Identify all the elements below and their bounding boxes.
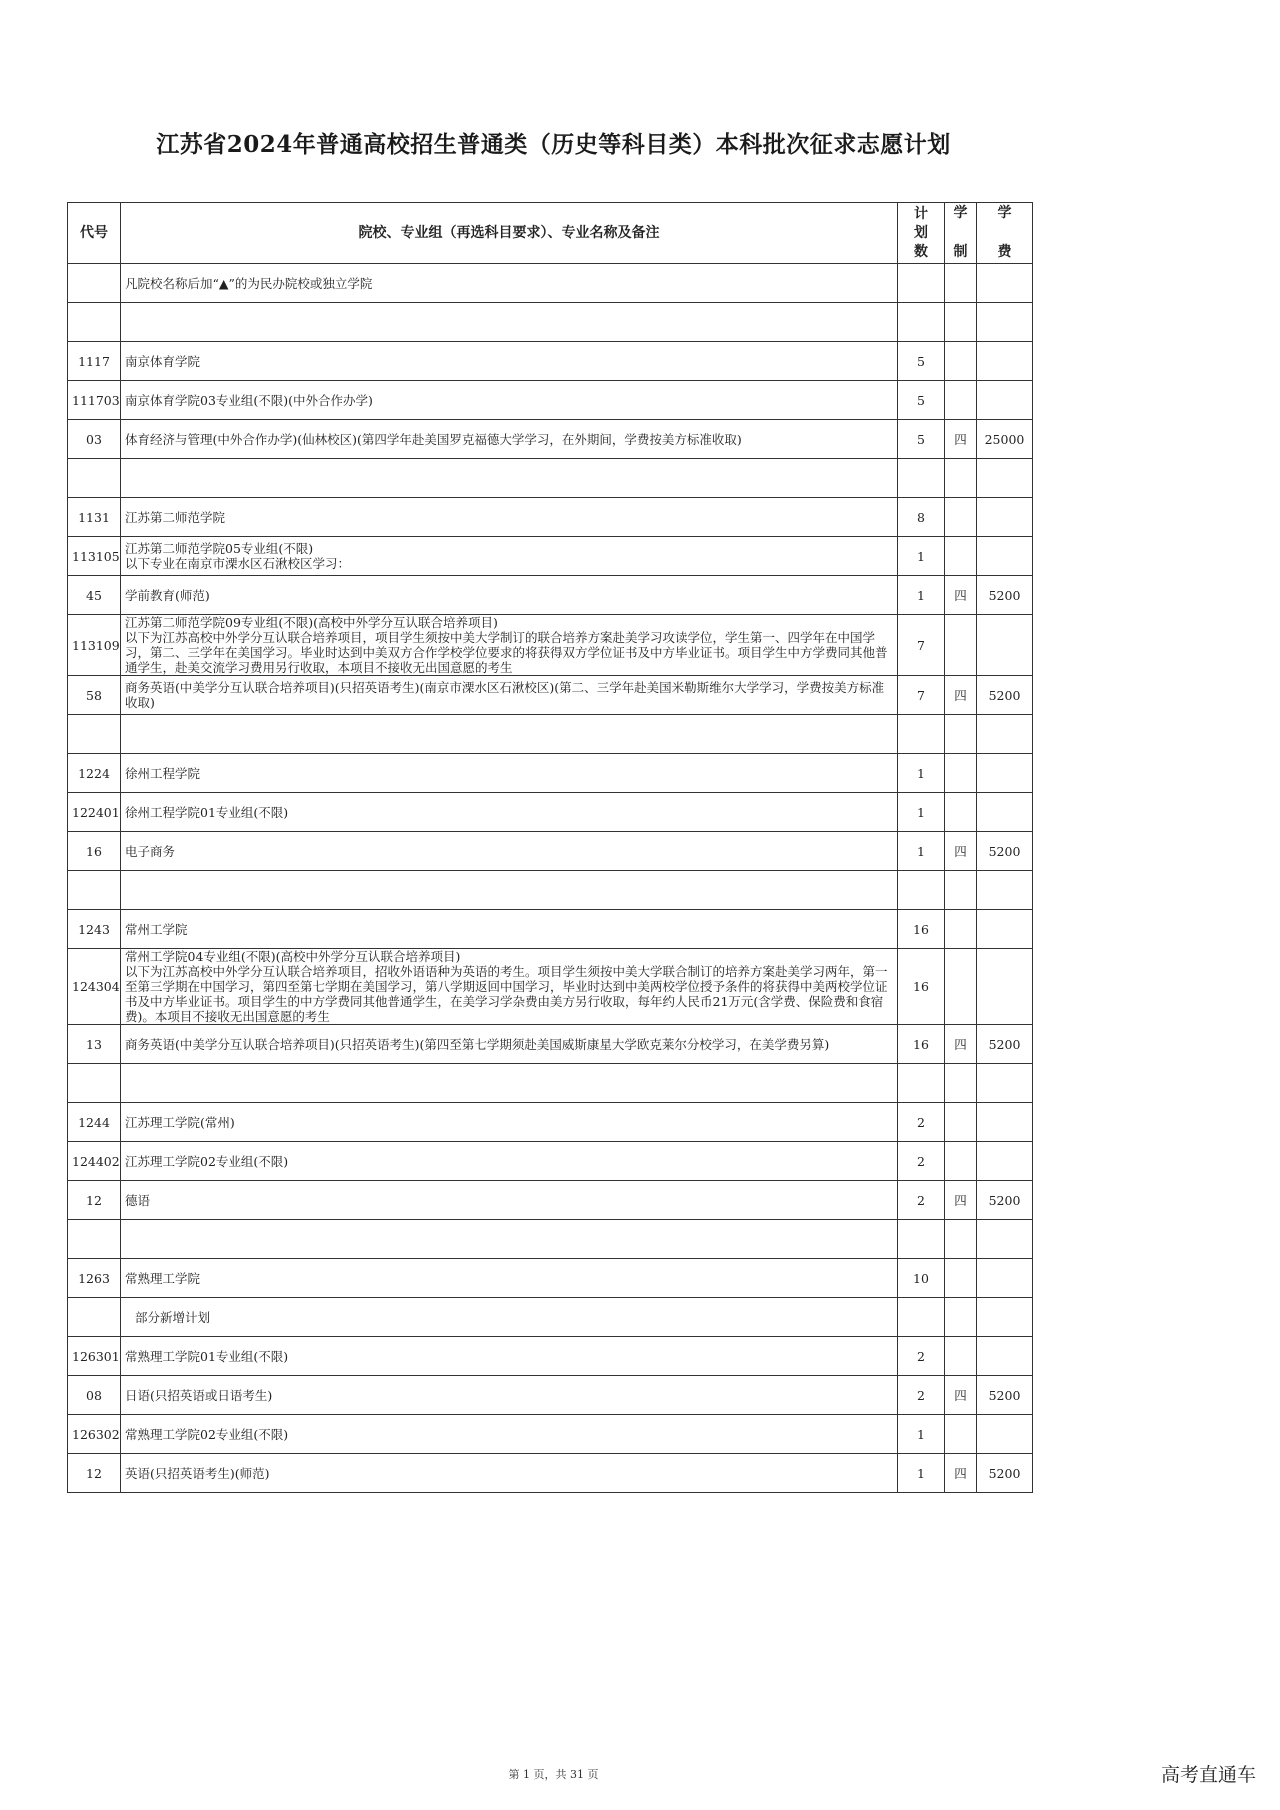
table-row xyxy=(68,1181,1033,1220)
row-description-line: 徐州工程学院01专业组(不限) xyxy=(125,804,289,820)
row-study-years xyxy=(945,537,977,576)
row-description xyxy=(121,1259,898,1298)
table-row xyxy=(68,303,1033,342)
row-study-years xyxy=(945,754,977,793)
row-description-line: 江苏第二师范学院 xyxy=(125,509,226,525)
row-plan-count: 10 xyxy=(898,1259,945,1298)
row-description-line: 江苏理工学院02专业组(不限) xyxy=(125,1153,289,1169)
header-description: 院校、专业组（再选科目要求）、专业名称及备注 xyxy=(121,203,898,264)
row-code xyxy=(68,303,121,342)
row-code: 12 xyxy=(68,1181,121,1220)
row-plan-count xyxy=(898,1220,945,1259)
row-code xyxy=(68,1064,121,1103)
row-description xyxy=(121,715,898,754)
row-description-line: 常熟理工学院 xyxy=(125,1270,201,1286)
row-plan-count: 2 xyxy=(898,1103,945,1142)
table-body xyxy=(68,264,1033,1493)
row-description xyxy=(121,342,898,381)
row-description xyxy=(121,754,898,793)
enrollment-plan-table xyxy=(67,202,1033,1493)
row-study-years xyxy=(945,381,977,420)
row-plan-count: 8 xyxy=(898,498,945,537)
row-code: 113109 xyxy=(68,615,121,676)
table-row xyxy=(68,1103,1033,1142)
row-description-line: 江苏第二师范学院09专业组(不限)(高校中外学分互认联合培养项目) xyxy=(125,615,498,630)
row-tuition: 5200 xyxy=(977,1454,1033,1493)
row-study-years: 四 xyxy=(945,1454,977,1493)
row-description-line: 凡院校名称后加“▲”的为民办院校或独立学院 xyxy=(125,275,373,291)
row-description-line: 德语 xyxy=(125,1192,151,1208)
row-description-line: 部分新增计划 xyxy=(135,1309,211,1325)
row-description-line: 江苏理工学院(常州) xyxy=(125,1114,235,1130)
row-code: 45 xyxy=(68,576,121,615)
row-study-years xyxy=(945,1142,977,1181)
row-code: 58 xyxy=(68,676,121,715)
row-description xyxy=(121,264,898,303)
row-description-line: 徐州工程学院 xyxy=(125,765,201,781)
row-study-years xyxy=(945,342,977,381)
row-code xyxy=(68,715,121,754)
row-description xyxy=(121,1220,898,1259)
row-code: 13 xyxy=(68,1025,121,1064)
row-study-years xyxy=(945,1220,977,1259)
table-row xyxy=(68,832,1033,871)
header-plan-count xyxy=(898,203,945,264)
row-tuition: 25000 xyxy=(977,420,1033,459)
table-row xyxy=(68,498,1033,537)
row-plan-count: 1 xyxy=(898,1415,945,1454)
row-plan-count: 5 xyxy=(898,381,945,420)
row-description xyxy=(121,537,898,576)
row-code: 1117 xyxy=(68,342,121,381)
row-description-line: 学前教育(师范) xyxy=(125,587,210,603)
header-study-years xyxy=(945,203,977,264)
table-row xyxy=(68,676,1033,715)
row-plan-count: 2 xyxy=(898,1181,945,1220)
row-description xyxy=(121,1103,898,1142)
row-study-years xyxy=(945,459,977,498)
row-tuition xyxy=(977,754,1033,793)
row-plan-count: 7 xyxy=(898,615,945,676)
table-row xyxy=(68,576,1033,615)
row-plan-count: 7 xyxy=(898,676,945,715)
header-tuition-bottom: 费 xyxy=(997,244,1012,260)
row-plan-count: 1 xyxy=(898,537,945,576)
row-plan-count: 2 xyxy=(898,1376,945,1415)
table-row xyxy=(68,381,1033,420)
row-tuition xyxy=(977,615,1033,676)
row-plan-count: 2 xyxy=(898,1142,945,1181)
row-description xyxy=(121,910,898,949)
row-plan-count: 16 xyxy=(898,949,945,1025)
table-row xyxy=(68,793,1033,832)
table-row xyxy=(68,715,1033,754)
table-row xyxy=(68,1142,1033,1181)
row-code xyxy=(68,264,121,303)
row-code xyxy=(68,1220,121,1259)
row-code: 1244 xyxy=(68,1103,121,1142)
row-plan-count: 16 xyxy=(898,910,945,949)
row-description-line: 商务英语(中美学分互认联合培养项目)(只招英语考生)(南京市溧水区石湫校区)(第二、三学年赴美国米勒斯维尔大学学习，学费按美方标准收取) xyxy=(125,680,885,710)
row-code: 124402 xyxy=(68,1142,121,1181)
row-study-years xyxy=(945,1298,977,1337)
row-description xyxy=(121,1181,898,1220)
page-title: 江苏省2024年普通高校招生普通类（历史等科目类）本科批次征求志愿计划 xyxy=(156,131,951,158)
row-plan-count xyxy=(898,303,945,342)
row-description-line: 常州工学院 xyxy=(125,921,188,937)
table-row xyxy=(68,459,1033,498)
row-tuition xyxy=(977,1298,1033,1337)
row-tuition xyxy=(977,715,1033,754)
row-description xyxy=(121,1025,898,1064)
row-code: 1263 xyxy=(68,1259,121,1298)
row-plan-count xyxy=(898,871,945,910)
row-code: 124304 xyxy=(68,949,121,1025)
row-code: 03 xyxy=(68,420,121,459)
row-study-years: 四 xyxy=(945,1181,977,1220)
table-row xyxy=(68,1259,1033,1298)
table-row xyxy=(68,1025,1033,1064)
row-code: 126302 xyxy=(68,1415,121,1454)
row-study-years: 四 xyxy=(945,676,977,715)
row-plan-count: 5 xyxy=(898,420,945,459)
row-description xyxy=(121,1337,898,1376)
row-plan-count: 1 xyxy=(898,576,945,615)
row-description xyxy=(121,303,898,342)
row-description xyxy=(121,676,898,715)
page-number: 第 1 页，共 31 页 xyxy=(508,1768,599,1781)
table-row xyxy=(68,615,1033,676)
row-study-years xyxy=(945,793,977,832)
row-description xyxy=(121,871,898,910)
header-tuition-top: 学 xyxy=(997,205,1012,221)
row-plan-count xyxy=(898,459,945,498)
row-tuition xyxy=(977,498,1033,537)
table-row xyxy=(68,949,1033,1025)
row-description xyxy=(121,420,898,459)
row-description-line: 常州工学院04专业组(不限)(高校中外学分互认联合培养项目) xyxy=(125,949,461,964)
row-tuition xyxy=(977,537,1033,576)
row-description xyxy=(121,498,898,537)
row-study-years xyxy=(945,1103,977,1142)
table-row xyxy=(68,754,1033,793)
row-study-years xyxy=(945,498,977,537)
row-plan-count: 1 xyxy=(898,793,945,832)
row-description-line: 以下为江苏高校中外学分互认联合培养项目，项目学生须按中美大学制订的联合培养方案赴美学习攻读学位，学生第一、四学年在中国学习，第二、三学年在美国学习。毕业时达到中美双方合作学校学位要求的将获得双方学位证书及中方毕业证书。项目学生中方学费同其他普通学生，赴美交流学习费用另行收取，本项目不接收无出国意愿的考生 xyxy=(125,630,888,675)
row-tuition: 5200 xyxy=(977,1025,1033,1064)
row-description xyxy=(121,1376,898,1415)
row-description xyxy=(121,1064,898,1103)
row-plan-count: 16 xyxy=(898,1025,945,1064)
row-tuition xyxy=(977,303,1033,342)
row-code: 1131 xyxy=(68,498,121,537)
table-row xyxy=(68,420,1033,459)
row-study-years: 四 xyxy=(945,1025,977,1064)
row-tuition: 5200 xyxy=(977,576,1033,615)
row-plan-count: 5 xyxy=(898,342,945,381)
row-plan-count: 1 xyxy=(898,1454,945,1493)
header-plan-count-text: 计划数 xyxy=(914,205,928,260)
row-description-line: 常熟理工学院02专业组(不限) xyxy=(125,1426,289,1442)
row-description-line: 电子商务 xyxy=(125,843,176,859)
table-row xyxy=(68,1454,1033,1493)
row-description xyxy=(121,1298,898,1337)
row-plan-count: 1 xyxy=(898,832,945,871)
row-study-years: 四 xyxy=(945,420,977,459)
row-code xyxy=(68,871,121,910)
row-description-line: 商务英语(中美学分互认联合培养项目)(只招英语考生)(第四至第七学期须赴美国威斯康星大学欧克莱尔分校学习，在美学费另算) xyxy=(125,1036,830,1052)
table-row xyxy=(68,1298,1033,1337)
row-tuition xyxy=(977,459,1033,498)
header-tuition xyxy=(977,203,1033,264)
row-tuition xyxy=(977,1337,1033,1376)
row-tuition xyxy=(977,910,1033,949)
row-description-line: 以下为江苏高校中外学分互认联合培养项目，招收外语语种为英语的考生。项目学生须按中美大学联合制订的培养方案赴美学习两年，第一至第三学期在中国学习，第四至第七学期在美国学习，第八学期返回中国学习，毕业时达到中美两校学位授予条件的将获得中美两校学位证书及中方毕业证书。项目学生的中方学费同其他普通学生，在美学习学杂费由美方另行收取，每年约人民币21万元(含学费、保险费和食宿费)。本项目不接收无出国意愿的考生 xyxy=(125,964,888,1024)
row-study-years xyxy=(945,1415,977,1454)
row-description-line: 英语(只招英语考生)(师范) xyxy=(125,1465,270,1481)
row-tuition xyxy=(977,1103,1033,1142)
row-description-line: 体育经济与管理(中外合作办学)(仙林校区)(第四学年赴美国罗克福德大学学习，在外期间，学费按美方标准收取) xyxy=(125,431,742,447)
row-code: 12 xyxy=(68,1454,121,1493)
table-row xyxy=(68,1376,1033,1415)
row-study-years xyxy=(945,715,977,754)
row-study-years xyxy=(945,264,977,303)
row-plan-count xyxy=(898,264,945,303)
row-description-line: 常熟理工学院01专业组(不限) xyxy=(125,1348,289,1364)
row-code xyxy=(68,1298,121,1337)
row-tuition: 5200 xyxy=(977,832,1033,871)
row-description-line: 江苏第二师范学院05专业组(不限) xyxy=(125,541,314,556)
row-tuition xyxy=(977,1415,1033,1454)
row-description xyxy=(121,1142,898,1181)
table-row xyxy=(68,910,1033,949)
row-study-years xyxy=(945,871,977,910)
row-study-years xyxy=(945,615,977,676)
watermark-text: 高考直通车 xyxy=(1160,1764,1256,1786)
row-tuition xyxy=(977,1220,1033,1259)
table-row xyxy=(68,537,1033,576)
row-study-years: 四 xyxy=(945,832,977,871)
table-row xyxy=(68,1220,1033,1259)
header-code: 代号 xyxy=(68,203,121,264)
table-row xyxy=(68,1064,1033,1103)
row-tuition xyxy=(977,1064,1033,1103)
row-plan-count: 2 xyxy=(898,1337,945,1376)
row-tuition xyxy=(977,264,1033,303)
row-description-line: 南京体育学院 xyxy=(125,353,201,369)
row-code: 1243 xyxy=(68,910,121,949)
row-study-years xyxy=(945,1064,977,1103)
row-description xyxy=(121,1454,898,1493)
row-study-years xyxy=(945,1337,977,1376)
row-tuition xyxy=(977,871,1033,910)
row-description-line: 以下专业在南京市溧水区石湫校区学习： xyxy=(125,556,351,571)
row-tuition: 5200 xyxy=(977,1376,1033,1415)
row-plan-count xyxy=(898,1064,945,1103)
row-description xyxy=(121,615,898,676)
row-tuition xyxy=(977,1259,1033,1298)
row-code: 08 xyxy=(68,1376,121,1415)
row-description xyxy=(121,832,898,871)
table-row xyxy=(68,1337,1033,1376)
table-header-row xyxy=(68,203,1033,264)
row-description xyxy=(121,793,898,832)
row-study-years: 四 xyxy=(945,1376,977,1415)
row-description xyxy=(121,576,898,615)
row-code: 113105 xyxy=(68,537,121,576)
row-code: 126301 xyxy=(68,1337,121,1376)
row-study-years: 四 xyxy=(945,576,977,615)
row-code: 16 xyxy=(68,832,121,871)
row-tuition xyxy=(977,1142,1033,1181)
row-plan-count xyxy=(898,1298,945,1337)
table-row xyxy=(68,264,1033,303)
row-code: 111703 xyxy=(68,381,121,420)
row-description xyxy=(121,381,898,420)
header-study-years-bottom: 制 xyxy=(953,244,968,260)
table-row xyxy=(68,342,1033,381)
header-study-years-top: 学 xyxy=(953,205,968,221)
row-description-line: 南京体育学院03专业组(不限)(中外合作办学) xyxy=(125,392,373,408)
row-tuition: 5200 xyxy=(977,1181,1033,1220)
row-tuition: 5200 xyxy=(977,676,1033,715)
row-code: 122401 xyxy=(68,793,121,832)
row-study-years xyxy=(945,910,977,949)
row-description xyxy=(121,459,898,498)
row-description-line: 日语(只招英语或日语考生) xyxy=(125,1387,273,1403)
table-row xyxy=(68,1415,1033,1454)
row-plan-count: 1 xyxy=(898,754,945,793)
row-study-years xyxy=(945,949,977,1025)
row-tuition xyxy=(977,342,1033,381)
row-study-years xyxy=(945,1259,977,1298)
row-tuition xyxy=(977,793,1033,832)
row-study-years xyxy=(945,303,977,342)
row-code xyxy=(68,459,121,498)
table-row xyxy=(68,871,1033,910)
row-description xyxy=(121,1415,898,1454)
row-tuition xyxy=(977,381,1033,420)
row-code: 1224 xyxy=(68,754,121,793)
row-plan-count xyxy=(898,715,945,754)
row-tuition xyxy=(977,949,1033,1025)
row-description xyxy=(121,949,898,1025)
